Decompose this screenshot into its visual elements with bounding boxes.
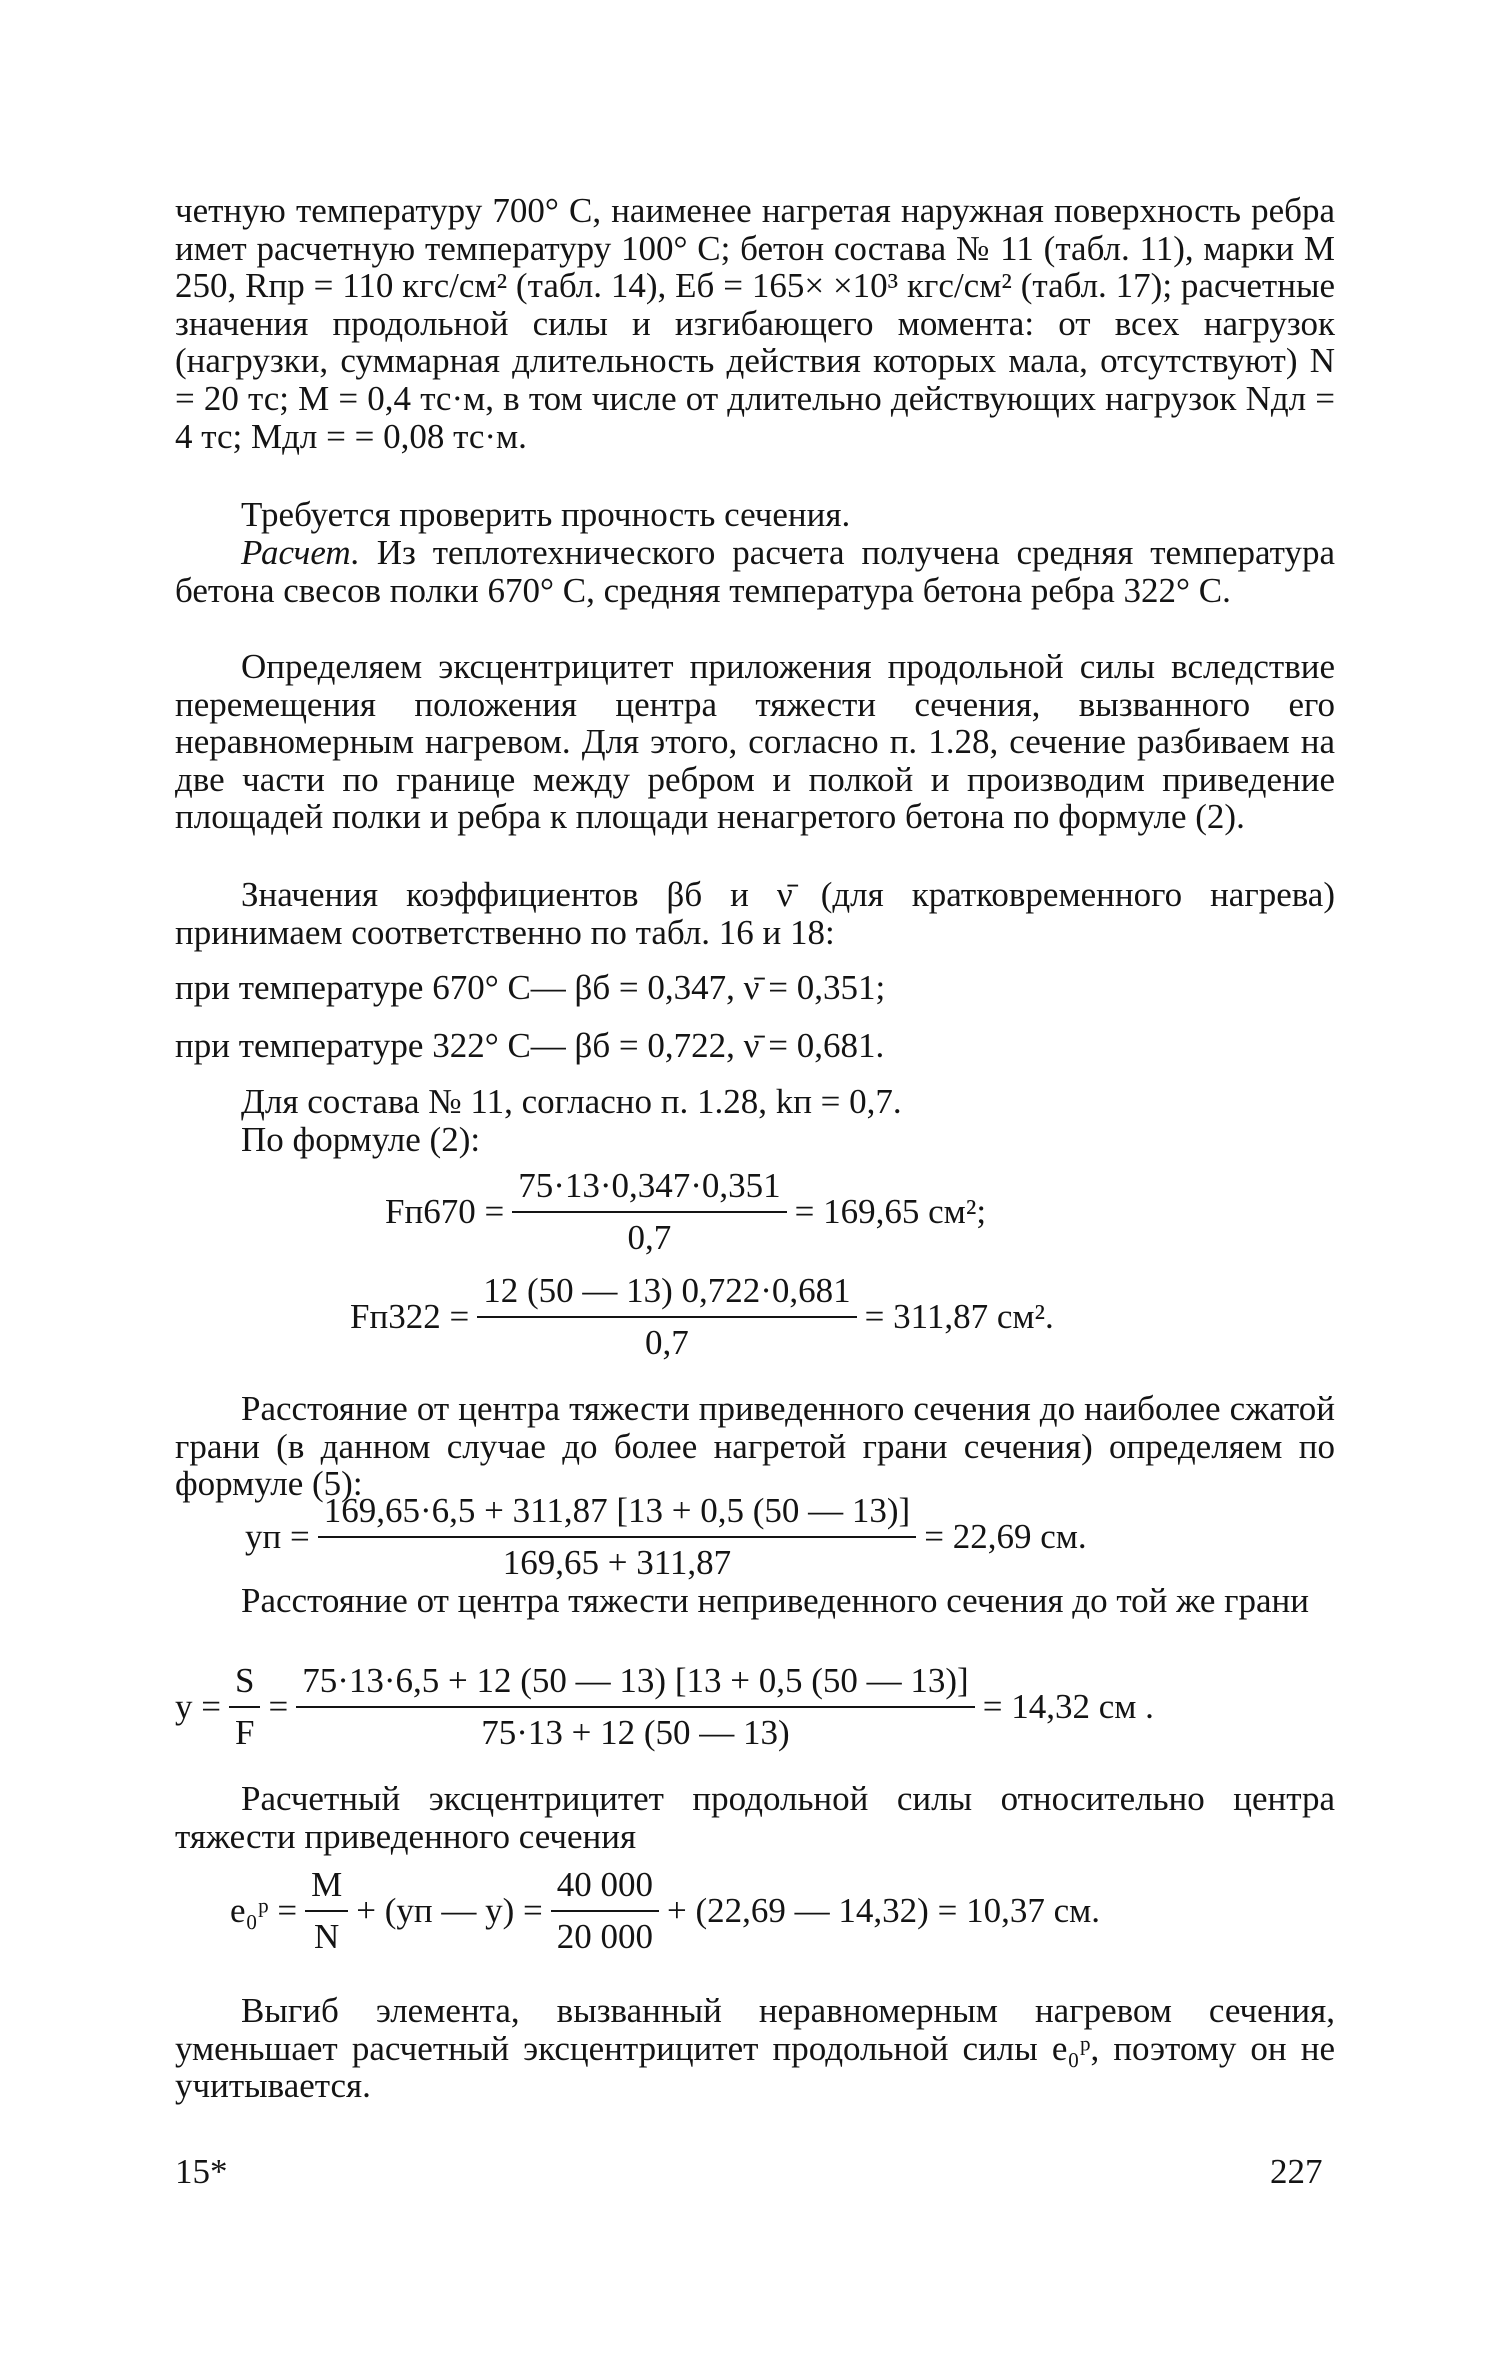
numerator: S — [229, 1660, 260, 1708]
formula-lhs: e₀ᵖ = — [230, 1891, 298, 1930]
fraction — [477, 1270, 856, 1364]
signature-mark: 15* — [175, 2152, 228, 2191]
numerator: 12 (50 — 13) 0,722·0,681 — [477, 1270, 856, 1318]
denominator: 75·13 + 12 (50 — 13) — [481, 1713, 790, 1752]
paragraph-coefficients: Значения коэффициентов βб и ν̄ (для кратковременного нагрева) принимаем соответственно по табл. 16 и 18: — [175, 875, 1335, 952]
formula-result: = 311,87 см². — [864, 1297, 1054, 1336]
formula-lhs: Fп670 = — [385, 1192, 505, 1231]
formula-lhs: Fп322 = — [350, 1297, 470, 1336]
formula-result: = 169,65 см²; — [794, 1192, 987, 1231]
fraction — [551, 1864, 659, 1958]
denominator: 169,65 + 311,87 — [502, 1543, 732, 1582]
composition-line: Для состава № 11, согласно п. 1.28, kп = 0,7. — [241, 1082, 902, 1121]
denominator: F — [235, 1713, 255, 1752]
formula-middle: + (yп — y) = — [356, 1891, 543, 1930]
fraction — [318, 1490, 916, 1584]
formula-e0 — [230, 1864, 1100, 1958]
equals-sign: = — [268, 1687, 289, 1726]
formula-y-p — [245, 1490, 1087, 1584]
denominator: 0,7 — [627, 1218, 672, 1257]
formula-result: = 14,32 см . — [982, 1687, 1154, 1726]
denominator: 0,7 — [645, 1323, 689, 1362]
paragraph-distance-unreduced: Расстояние от центра тяжести неприведенного сечения до той же грани — [241, 1581, 1309, 1620]
calculation-text: Из теплотехнического расчета получена средняя температура бетона свесов полки 670° С, средняя температура бетона ребра 322° С. — [175, 533, 1335, 610]
temperature-670-line: при температуре 670° С— βб = 0,347, ν̄ = 0,351; — [175, 968, 886, 1007]
paragraph-conditions: четную температуру 700° С, наименее нагретая наружная поверхность ребра имет расчетную температуру 100° С; бетон состава № 11 (табл. 11), марки М 250, Rпр = 110 кгс/см² (табл. 14), Eб = 165× ×10³ кгс/см² (табл. 17); расчетные значения продольной силы и изгибающего момента: от всех нагрузок (нагрузки, суммарная длительность действия которых мала, отсутствуют) N = 20 тс; M = 0,4 тс·м, в том числе от длительно действующих нагрузок Nдл = 4 тс; Mдл = = 0,08 тс·м. — [175, 191, 1335, 456]
page-number: 227 — [1270, 2152, 1323, 2191]
numerator: M — [305, 1864, 348, 1912]
paragraph-eccentricity: Определяем эксцентрицитет приложения продольной силы вследствие перемещения положения центра тяжести сечения, вызванного его неравномерным нагревом. Для этого, согласно п. 1.28, сечение разбиваем на две части по границе между ребром и полкой и производим приведение площадей полки и ребра к площади ненагретого бетона по формуле (2). — [175, 647, 1335, 837]
paragraph-bending: Выгиб элемента, вызванный неравномерным нагревом сечения, уменьшает расчетный эксцентрицитет продольной силы e₀ᵖ, поэтому он не учитывается. — [175, 1991, 1335, 2106]
denominator: N — [314, 1917, 340, 1956]
paragraph-design-eccentricity: Расчетный эксцентрицитет продольной силы относительно центра тяжести приведенного сечения — [175, 1779, 1335, 1856]
formula-lhs: y = — [175, 1687, 221, 1726]
fraction-m-over-n — [305, 1864, 348, 1958]
formula-y — [175, 1660, 1154, 1754]
paragraph-calculation — [175, 534, 1335, 609]
formula-result: = 22,69 см. — [924, 1517, 1087, 1556]
paragraph-task: Требуется проверить прочность сечения. — [241, 495, 851, 534]
formula-result: + (22,69 — 14,32) = 10,37 см. — [667, 1891, 1101, 1930]
numerator: 169,65·6,5 + 311,87 [13 + 0,5 (50 — 13)] — [318, 1490, 916, 1538]
denominator: 20 000 — [556, 1917, 654, 1956]
formula-lhs: yп = — [245, 1517, 310, 1556]
formula-f-p322 — [350, 1270, 1054, 1364]
paragraph-distance-reduced: Расстояние от центра тяжести приведенного сечения до наиболее сжатой грани (в данном случае до более нагретой грани сечения) определяем по формуле (5): — [175, 1389, 1335, 1504]
temperature-322-line: при температуре 322° С— βб = 0,722, ν̄ = 0,681. — [175, 1026, 885, 1065]
fraction — [296, 1660, 974, 1754]
formula-f-p670 — [385, 1165, 986, 1259]
numerator: 40 000 — [551, 1864, 659, 1912]
fraction-s-over-f — [229, 1660, 260, 1754]
numerator: 75·13·6,5 + 12 (50 — 13) [13 + 0,5 (50 — 13)] — [296, 1660, 974, 1708]
formula-reference: По формуле (2): — [241, 1120, 481, 1159]
fraction — [512, 1165, 786, 1259]
calculation-lead: Расчет. — [241, 533, 360, 572]
numerator: 75·13·0,347·0,351 — [512, 1165, 786, 1213]
